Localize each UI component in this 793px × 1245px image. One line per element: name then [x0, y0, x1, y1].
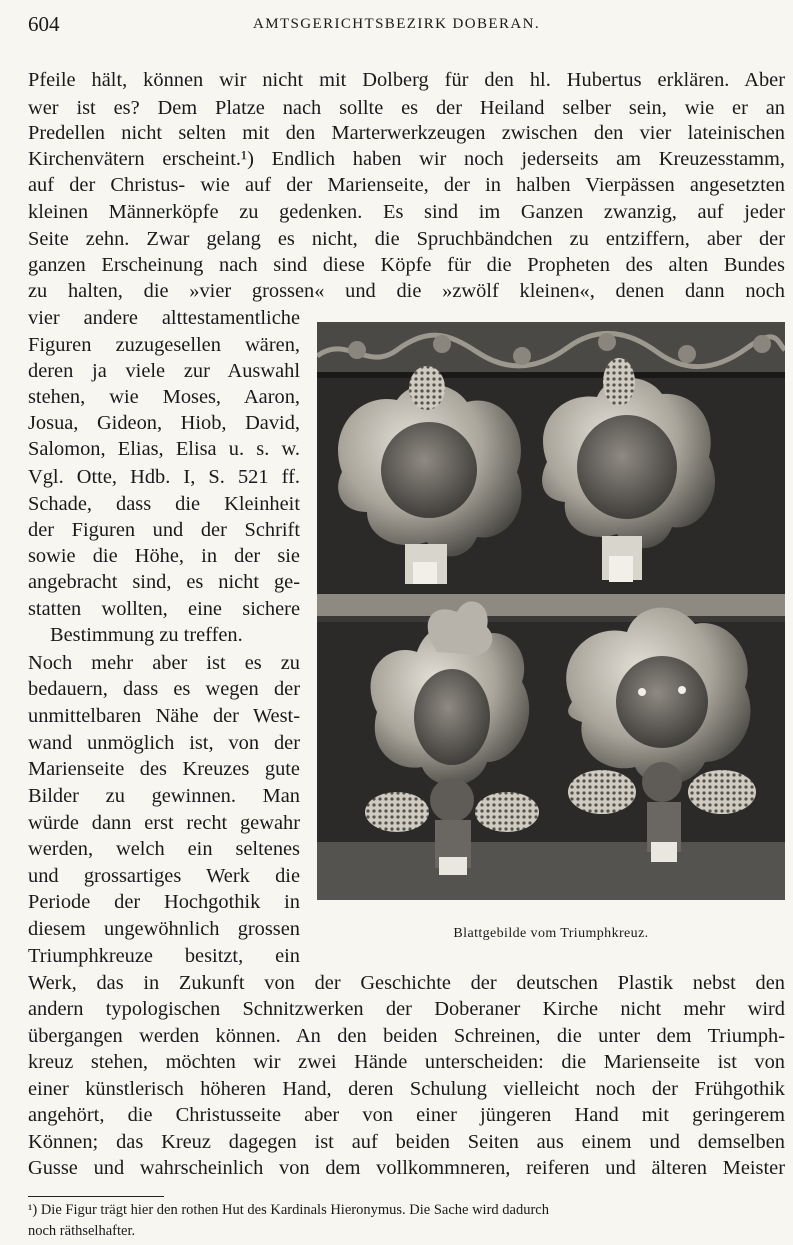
wrap-line: würde dann erst recht gewahr	[28, 812, 300, 834]
footnote-text: Die Figur trägt hier den rothen Hut des Kardinals Hieronymus. Die Sache wird dadurch	[40, 1202, 549, 1218]
footnote-line-2: noch räthselhafter.	[28, 1223, 136, 1239]
body-line: ganzen Erscheinung nach sind diese Köpfe für die Propheten des alten Bundes	[28, 254, 785, 276]
wrap-line: werden, welch ein seltenes	[28, 838, 300, 860]
body-line: auf der Christus- wie auf der Marienseite, der in halben Vierpässen angesetzten	[28, 174, 785, 196]
wrap-line: sowie die Höhe, in der sie	[28, 545, 300, 567]
body-line: Kirchenvätern erscheint.¹) Endlich haben wir noch jederseits am Kreuzesstamm,	[28, 148, 785, 170]
wrap-line: Salomon, Elias, Elisa u. s. w.	[28, 438, 300, 460]
carving-photograph	[317, 322, 785, 900]
body-line: Können; das Kreuz dagegen ist auf beiden Seiten aus einem und demselben	[28, 1131, 785, 1153]
body-line: kleinen Männerköpfe zu gedenken. Es sind im Ganzen zwanzig, auf jeder	[28, 201, 785, 223]
body-line: kreuz stehen, möchten wir zwei Hände unterscheiden: die Marienseite ist von	[28, 1051, 785, 1073]
wrap-line: stehen, wie Moses, Aaron,	[28, 386, 300, 408]
wrap-line: angebracht sind, es nicht ge-	[28, 571, 300, 593]
body-line: andern typologischen Schnitzwerken der Doberaner Kirche nicht mehr wird	[28, 998, 785, 1020]
carving-photo-illustration	[317, 322, 785, 900]
wrap-line: deren ja viele zur Auswahl	[28, 360, 300, 382]
wrap-line: Triumphkreuze besitzt, ein	[28, 945, 300, 967]
wrap-line: und grossartiges Werk die	[28, 865, 300, 887]
body-line: Werk, das in Zukunft von der Geschichte der deutschen Plastik nebst den	[28, 972, 785, 994]
wrap-line: Josua, Gideon, Hiob, David,	[28, 412, 300, 434]
wrap-line: Periode der Hochgothik in	[28, 891, 300, 913]
body-line: angehört, die Christusseite aber von einer jüngeren Hand mit geringerem	[28, 1104, 785, 1126]
wrap-line: Noch mehr aber ist es zu	[28, 652, 300, 674]
wrap-line: Schade, dass die Kleinheit	[28, 493, 300, 515]
wrap-line: diesem ungewöhnlich grossen	[28, 918, 300, 940]
wrap-line: vier andere alttestamentliche	[28, 307, 300, 329]
body-line: Seite zehn. Zwar gelang es nicht, die Spruchbändchen zu entziffern, aber der	[28, 228, 785, 250]
wrap-line: Vgl. Otte, Hdb. I, S. 521 ff.	[28, 466, 300, 488]
body-line: einer künstlerisch höheren Hand, deren Schulung vielleicht noch der Frühgothik	[28, 1078, 785, 1100]
wrap-line: statten wollten, eine sichere	[28, 598, 300, 620]
running-title: AMTSGERICHTSBEZIRK DOBERAN.	[253, 16, 540, 32]
footnote-rule	[28, 1196, 164, 1197]
running-header	[28, 12, 765, 38]
wrap-line: Figuren zuzugesellen wären,	[28, 334, 300, 356]
wrap-line: Bestimmung zu treffen.	[50, 624, 243, 646]
body-line: übergangen werden können. An den beiden Schreinen, die unter dem Triumph-	[28, 1025, 785, 1047]
page-number: 604	[28, 12, 60, 36]
body-line: Pfeile hält, können wir nicht mit Dolberg für den hl. Hubertus erklären. Aber	[28, 69, 785, 91]
wrap-line: wand unmöglich ist, von der	[28, 732, 300, 754]
figure-caption: Blattgebilde vom Triumphkreuz.	[453, 926, 649, 941]
footnote-line	[28, 1200, 785, 1220]
body-line: Predellen nicht selten mit den Marterwerkzeugen zwischen den vier lateinischen	[28, 122, 785, 144]
wrap-line: der Figuren und der Schrift	[28, 519, 300, 541]
wrap-line: Bilder zu gewinnen. Man	[28, 785, 300, 807]
body-line: wer ist es? Dem Platze nach sollte es der Heiland selber sein, wie er an	[28, 97, 785, 119]
wrap-line: unmittelbaren Nähe der West-	[28, 705, 300, 727]
wrap-line: bedauern, dass es wegen der	[28, 678, 300, 700]
body-line: Gusse und wahrscheinlich von dem vollkommneren, reiferen und älteren Meister	[28, 1157, 785, 1179]
footnote-mark: ¹)	[28, 1202, 38, 1218]
wrap-line: Marienseite des Kreuzes gute	[28, 758, 300, 780]
body-line: zu halten, die »vier grossen« und die »zwölf kleinen«, denen dann noch	[28, 280, 785, 302]
